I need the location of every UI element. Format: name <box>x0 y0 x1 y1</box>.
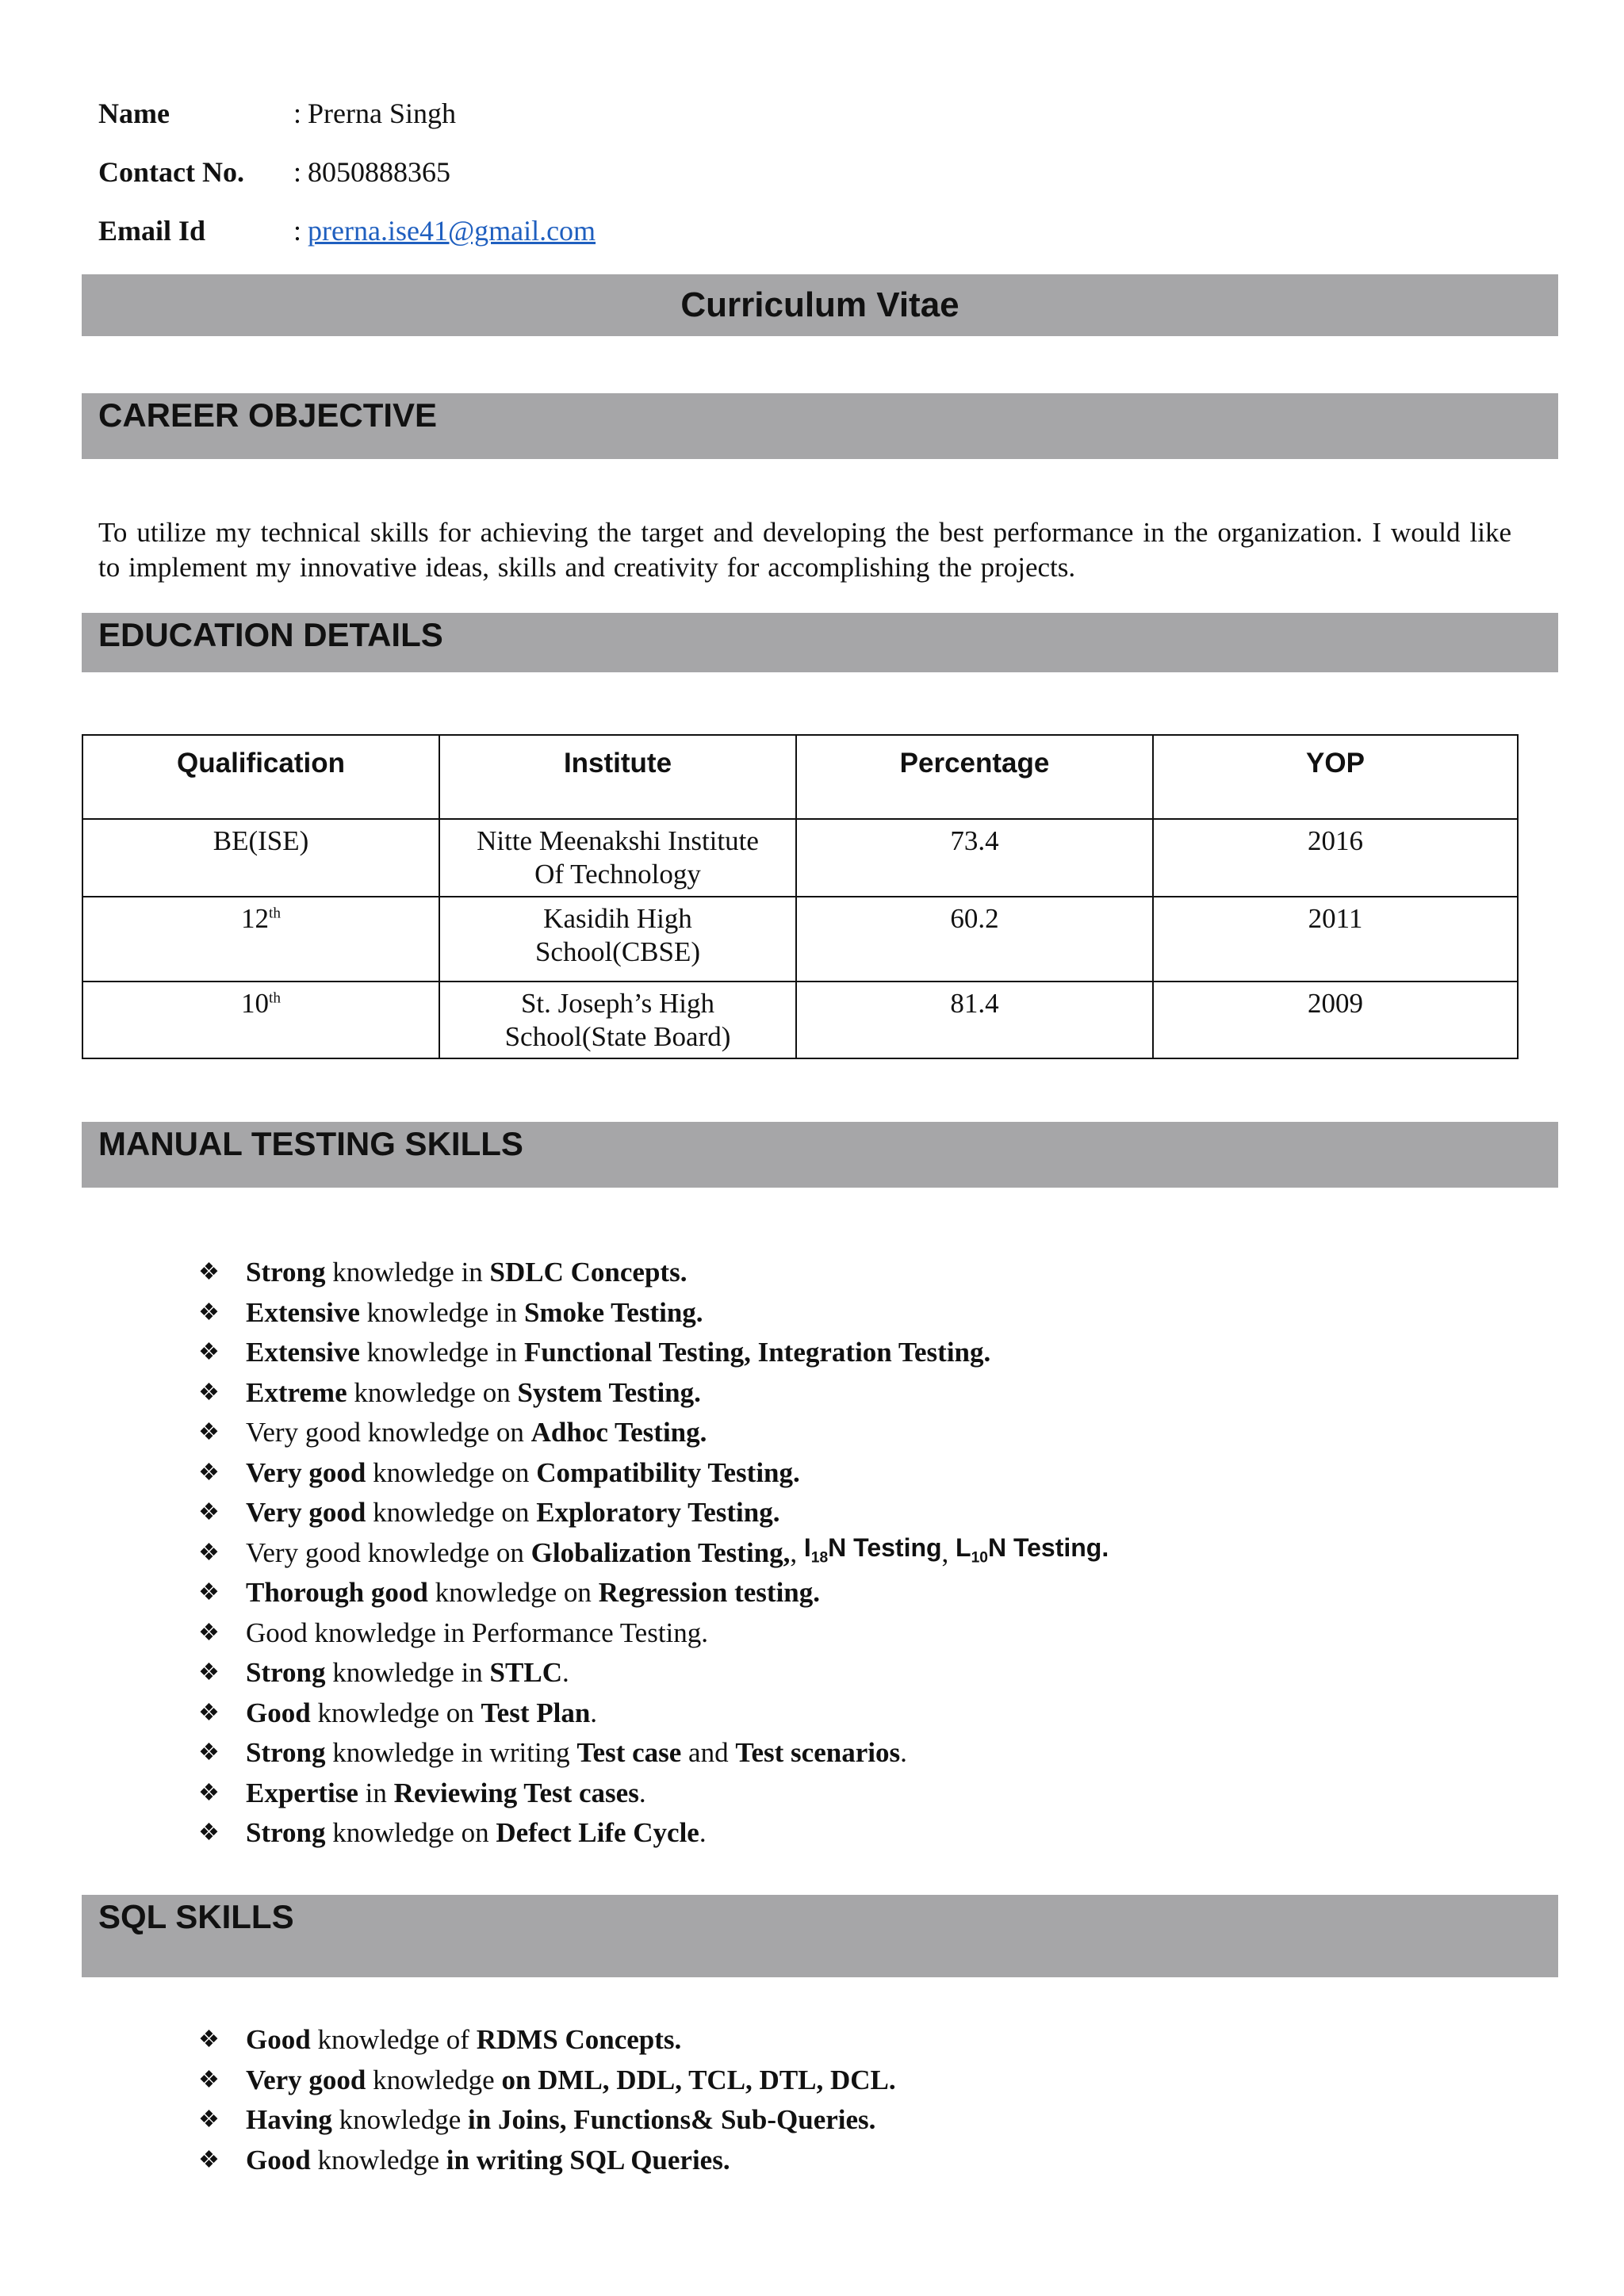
bullet-icon: ❖ <box>198 1699 220 1726</box>
email-link[interactable]: prerna.ise41@gmail.com <box>308 215 596 247</box>
bullet-icon: ❖ <box>198 2146 220 2173</box>
bullet-icon: ❖ <box>198 1579 220 1605</box>
bullet-icon: ❖ <box>198 1259 220 1285</box>
qualification-cell: 10th <box>82 982 439 1058</box>
education-table <box>82 734 1519 1059</box>
yop-cell: 2016 <box>1153 819 1518 897</box>
list-item: ❖ Having knowledge in Joins, Functions& Sub-Queries. <box>198 2100 896 2141</box>
bullet-icon: ❖ <box>198 1739 220 1766</box>
column-header: YOP <box>1153 735 1518 819</box>
institute-cell: Kasidih High School(CBSE) <box>439 897 796 982</box>
phone-value: 8050888365 <box>308 156 451 188</box>
list-item: ❖ Very good knowledge on Exploratory Testing. <box>198 1493 1109 1533</box>
bullet-icon: ❖ <box>198 1459 220 1486</box>
list-item: ❖ Good knowledge in Performance Testing. <box>198 1613 1109 1654</box>
bullet-icon: ❖ <box>198 1379 220 1406</box>
contact-email-row <box>98 211 596 251</box>
institute-cell: St. Joseph’s High School(State Board) <box>439 982 796 1058</box>
yop-cell: 2009 <box>1153 982 1518 1058</box>
list-item: ❖ Strong knowledge in SDLC Concepts. <box>198 1253 1109 1293</box>
bullet-icon: ❖ <box>198 2026 220 2053</box>
list-item: ❖ Expertise in Reviewing Test cases . <box>198 1774 1109 1814</box>
qualification-cell: 12th <box>82 897 439 982</box>
yop-cell: 2011 <box>1153 897 1518 982</box>
bullet-icon: ❖ <box>198 1419 220 1445</box>
section-header-sql-skills: SQL SKILLS <box>82 1895 1558 1977</box>
list-item: ❖ Thorough good knowledge on Regression testing. <box>198 1573 1109 1613</box>
bullet-icon: ❖ <box>198 1619 220 1646</box>
qualification-cell: BE(ISE) <box>82 819 439 897</box>
list-item: ❖ Very good knowledge on Globalization Testing, , $I_{18}N$ Testing , $L_{10}N$ Testing. <box>198 1533 1109 1574</box>
document-title: Curriculum Vitae <box>82 274 1558 336</box>
list-item: ❖ Strong knowledge in STLC . <box>198 1653 1109 1693</box>
section-header-career-objective: CAREER OBJECTIVE <box>82 393 1558 459</box>
table-header-row <box>82 735 1518 819</box>
list-item: ❖ Good knowledge in writing SQL Queries. <box>198 2141 896 2181</box>
separator: : <box>293 215 302 247</box>
table-row <box>82 982 1518 1058</box>
institute-cell: Nitte Meenakshi Institute Of Technology <box>439 819 796 897</box>
bullet-icon: ❖ <box>198 2107 220 2133</box>
phone-label: Contact No. <box>98 156 244 188</box>
list-item: ❖ Very good knowledge on DML, DDL, TCL, DTL, DCL. <box>198 2061 896 2101</box>
percentage-cell: 81.4 <box>796 982 1153 1058</box>
bullet-icon: ❖ <box>198 1659 220 1686</box>
list-item: ❖ Extensive knowledge in Functional Testing, Integration Testing. <box>198 1333 1109 1373</box>
bullet-icon: ❖ <box>198 1339 220 1365</box>
bullet-icon: ❖ <box>198 1779 220 1806</box>
section-header-manual-testing: MANUAL TESTING SKILLS <box>82 1122 1558 1188</box>
list-item: ❖ Very good knowledge on Compatibility Testing. <box>198 1453 1109 1494</box>
separator: : <box>293 98 302 129</box>
list-item: ❖ Extensive knowledge in Smoke Testing. <box>198 1293 1109 1334</box>
table-row <box>82 897 1518 982</box>
list-item: ❖ Good knowledge on Test Plan . <box>198 1693 1109 1734</box>
section-header-education: EDUCATION DETAILS <box>82 613 1558 672</box>
list-item: ❖ Very good knowledge on Adhoc Testing. <box>198 1413 1109 1453</box>
list-item: ❖ Strong knowledge in writing Test case and Test scenarios . <box>198 1733 1109 1774</box>
bullet-icon: ❖ <box>198 1820 220 1846</box>
percentage-cell: 60.2 <box>796 897 1153 982</box>
bullet-icon: ❖ <box>198 1499 220 1525</box>
sql-skills-list <box>198 2020 896 2180</box>
list-item: ❖ Good knowledge of RDMS Concepts. <box>198 2020 896 2061</box>
name-label: Name <box>98 98 170 129</box>
separator: : <box>293 156 302 188</box>
percentage-cell: 73.4 <box>796 819 1153 897</box>
bullet-icon: ❖ <box>198 2066 220 2093</box>
email-label: Email Id <box>98 215 206 247</box>
contact-name-row <box>98 94 456 133</box>
career-objective-text: To utilize my technical skills for achieving the target and developing the best performance in the organization. I would like to implement my innovative ideas, skills and creativity for accomplishing the projects. <box>98 517 1511 583</box>
bullet-icon: ❖ <box>198 1539 220 1566</box>
manual-skills-list <box>198 1253 1109 1854</box>
list-item: ❖ Strong knowledge on Defect Life Cycle . <box>198 1813 1109 1854</box>
name-value: Prerna Singh <box>308 98 456 129</box>
list-item: ❖ Extreme knowledge on System Testing. <box>198 1373 1109 1414</box>
column-header: Percentage <box>796 735 1153 819</box>
table-row <box>82 819 1518 897</box>
bullet-icon: ❖ <box>198 1299 220 1326</box>
column-header: Institute <box>439 735 796 819</box>
contact-phone-row <box>98 152 450 192</box>
column-header: Qualification <box>82 735 439 819</box>
